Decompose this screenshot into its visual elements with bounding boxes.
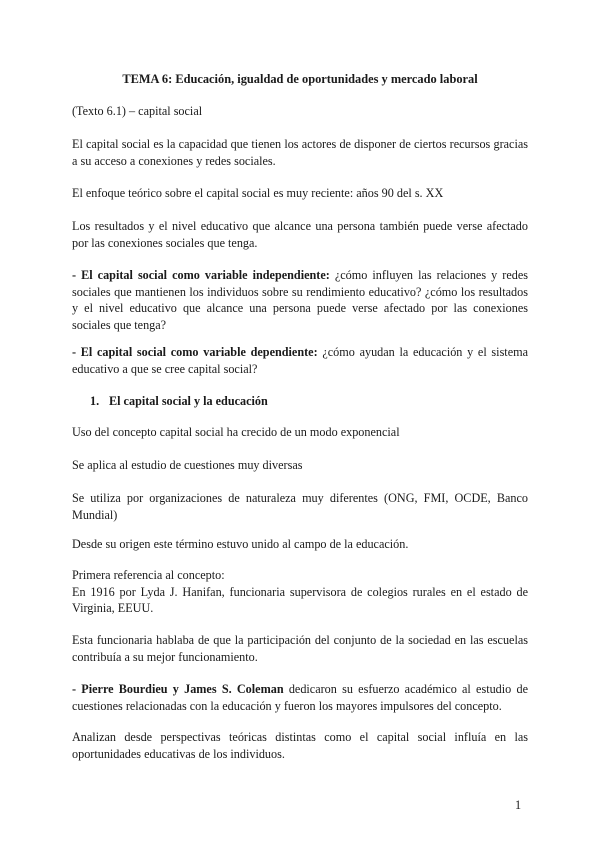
bold-lead-independent: - El capital social como variable independiente: xyxy=(72,268,330,282)
section-heading xyxy=(90,393,268,409)
document-title: TEMA 6: Educación, igualdad de oportunidades y mercado laboral xyxy=(122,72,478,86)
bold-lead-dependent: - El capital social como variable dependiente: xyxy=(72,345,318,359)
bold-lead-authors: - Pierre Bourdieu y James S. Coleman xyxy=(72,682,284,696)
paragraph-first-reference xyxy=(72,567,528,617)
paragraph-organizations: Se utiliza por organizaciones de naturaleza muy diferentes (ONG, FMI, OCDE, Banco Mundial) xyxy=(72,491,528,522)
paragraph-results-educational-level: Los resultados y el nivel educativo que alcance una persona también puede verse afectado por las conexiones sociales que tenga. xyxy=(72,219,528,250)
paragraph-concept-growth: Uso del concepto capital social ha crecido de un modo exponencial xyxy=(72,425,400,439)
paragraph-diverse-issues: Se aplica al estudio de cuestiones muy diversas xyxy=(72,458,303,472)
paragraph-independent-variable xyxy=(72,267,528,333)
paragraph-dependent-variable xyxy=(72,344,528,377)
text-reference: (Texto 6.1) – capital social xyxy=(72,104,203,118)
page-number: 1 xyxy=(515,798,522,812)
paragraph-bourdieu-coleman xyxy=(72,681,528,714)
section-heading-text: El capital social y la educación xyxy=(109,394,268,408)
paragraph-dependent-text: ¿cómo ayudan la educación y el sistema educativo a que se cree capital social? xyxy=(72,345,528,376)
first-reference-text: En 1916 por Lyda J. Hanifan, funcionaria supervisora de colegios rurales en el estado de Virginia, EEUU. xyxy=(72,584,528,615)
paragraph-capital-social-definition: El capital social es la capacidad que tienen los actores de disponer de ciertos recursos gracias a su acceso a conexiones y redes sociales. xyxy=(72,137,528,168)
paragraph-theoretical-perspectives: Analizan desde perspectivas teóricas distintas como el capital social influía en las oportunidades educativas de los individuos. xyxy=(72,730,528,761)
paragraph-authors-text: dedicaron su esfuerzo académico al estudio de cuestiones relacionadas con la educación y fueron los mayores impulsores del concepto. xyxy=(72,682,528,713)
first-reference-label: Primera referencia al concepto: xyxy=(72,568,225,582)
section-number: 1. xyxy=(90,394,100,408)
paragraph-independent-text: ¿cómo influyen las relaciones y redes sociales que mantienen los individuos sobre su rendimiento educativo? ¿cómo los resultados y el nivel educativo que alcance una persona puede verse afectado por las conexiones sociales que tenga? xyxy=(72,268,528,332)
paragraph-official-participation: Esta funcionaria hablaba de que la participación del conjunto de la sociedad en las escuelas contribuía a su mejor funcionamiento. xyxy=(72,633,528,664)
paragraph-theoretical-approach: El enfoque teórico sobre el capital social es muy reciente: años 90 del s. XX xyxy=(72,186,444,200)
paragraph-origin-education: Desde su origen este término estuvo unido al campo de la educación. xyxy=(72,537,409,551)
